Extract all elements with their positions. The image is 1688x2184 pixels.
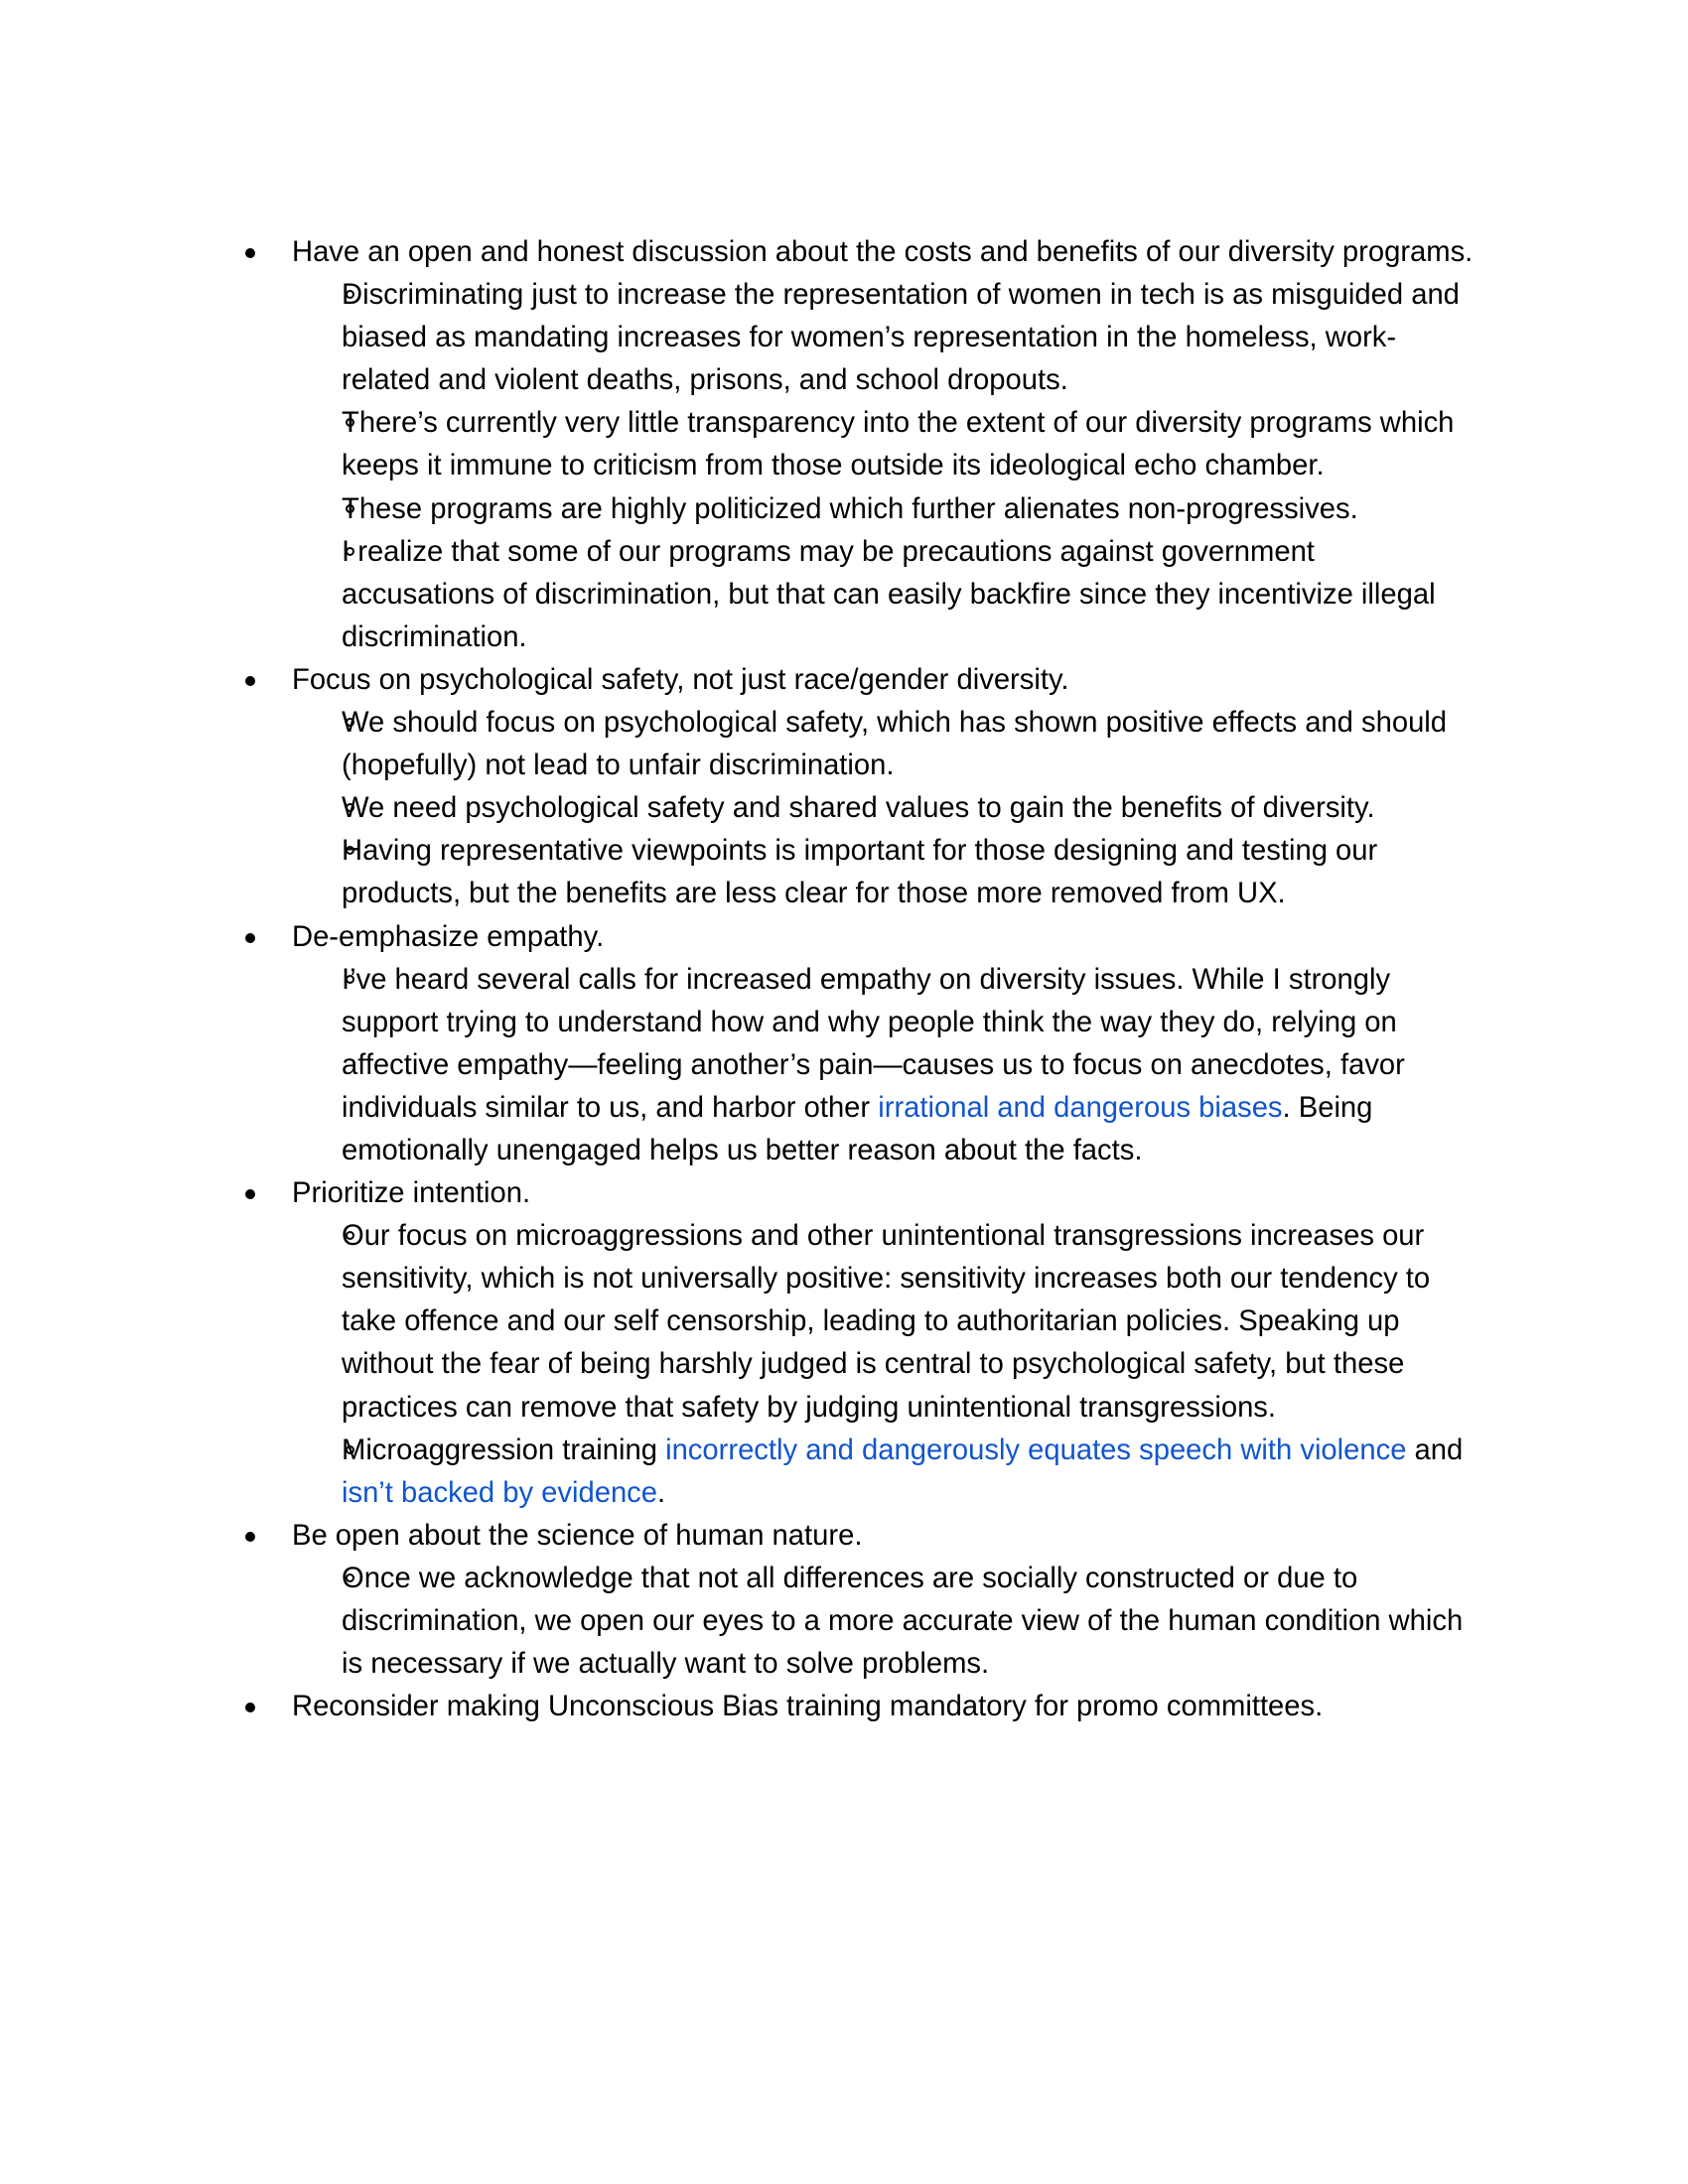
sub-bullet-text: . Being emotionally unengaged helps us better reason about the facts. <box>342 1091 1373 1166</box>
sub-bullet-text: Discriminating just to increase the representation of women in tech is as misguided and biased as mandating increases for women’s representation in the homeless, work-related and violent deaths, prisons, and school dropouts. <box>342 279 1460 397</box>
sub-bullet-list <box>292 959 1475 1172</box>
sub-bullet-text: These programs are highly politicized which further alienates non-progressives. <box>342 492 1358 525</box>
sub-bullet-item <box>243 488 1475 531</box>
bullet-disc-icon <box>245 676 255 686</box>
bullet-circle-icon <box>346 975 354 984</box>
sub-bullet-text: Having representative viewpoints is important for those designing and testing our products, but the benefits are less clear for those more removed from UX. <box>342 835 1378 910</box>
sub-bullet-item <box>243 1215 1475 1429</box>
sub-bullet-item <box>243 402 1475 487</box>
bullet-disc-icon <box>245 1189 255 1199</box>
sub-bullet-item <box>243 531 1475 659</box>
bullet-circle-icon <box>346 504 354 513</box>
sub-bullet-text: We should focus on psychological safety, which has shown positive effects and should (hopefully) not lead to unfair discrimination. <box>342 707 1448 782</box>
bullet-text: Focus on psychological safety, not just race/gender diversity. <box>292 663 1069 696</box>
bullet-list <box>243 231 1475 1728</box>
sub-bullet-text: I’ve heard several calls for increased empathy on diversity issues. While I strongly support trying to understand how and why people think the way they do, relying on affective empathy—feeling another’s pain—causes us to focus on anecdotes, favor individuals similar to us, and harbor other <box>342 963 1405 1124</box>
bullet-item <box>243 1686 1475 1728</box>
sub-bullet-text: We need psychological safety and shared values to gain the benefits of diversity. <box>342 792 1375 825</box>
sub-bullet-item <box>243 959 1475 1172</box>
sub-bullet-text: There’s currently very little transparency into the extent of our diversity programs which keeps it immune to criticism from those outside its ideological echo chamber. <box>342 407 1455 482</box>
sub-bullet-item <box>243 1430 1475 1515</box>
sub-bullet-list <box>292 702 1475 915</box>
sub-bullet-text: . <box>657 1476 666 1509</box>
sub-bullet-item <box>243 787 1475 830</box>
sub-bullet-list <box>292 1558 1475 1686</box>
bullet-item <box>243 916 1475 1173</box>
bullet-text: Be open about the science of human nature. <box>292 1519 863 1552</box>
bullet-circle-icon <box>346 718 354 727</box>
bullet-item <box>243 231 1475 659</box>
bullet-text: De-emphasize empathy. <box>292 920 605 953</box>
sub-bullet-text: Once we acknowledge that not all differences are socially constructed or due to discrimination, we open our eyes to a more accurate view of the human condition which is necessary if we actually want to solve problems. <box>342 1562 1464 1681</box>
sub-bullet-text: and <box>1406 1433 1464 1466</box>
bullet-disc-icon <box>245 248 255 258</box>
sub-bullet-item <box>243 830 1475 915</box>
bullet-item <box>243 1515 1475 1686</box>
bullet-circle-icon <box>346 1573 354 1582</box>
sub-bullet-list <box>292 1215 1475 1515</box>
sub-bullet-item <box>243 274 1475 402</box>
bullet-disc-icon <box>245 933 255 943</box>
bullet-text: Prioritize intention. <box>292 1177 531 1210</box>
inline-link[interactable]: incorrectly and dangerously equates speech with violence <box>665 1433 1407 1466</box>
bullet-circle-icon <box>346 547 354 556</box>
bullet-disc-icon <box>245 1703 255 1712</box>
sub-bullet-text: I realize that some of our programs may be precautions against government accusations of discrimination, but that can easily backfire since they incentivize illegal discrimination. <box>342 535 1436 653</box>
sub-bullet-text: Microaggression training <box>342 1433 666 1466</box>
inline-link[interactable]: isn’t backed by evidence <box>342 1476 658 1509</box>
inline-link[interactable]: irrational and dangerous biases <box>878 1091 1283 1124</box>
bullet-text: Have an open and honest discussion about the costs and benefits of our diversity programs. <box>292 236 1474 268</box>
bullet-disc-icon <box>245 1532 255 1542</box>
sub-bullet-item <box>243 702 1475 787</box>
sub-bullet-text: Our focus on microaggressions and other unintentional transgressions increases our sensitivity, which is not universally positive: sensitivity increases both our tendency to take offence and our self censorship, leading to authoritarian policies. Speaking up without the fear of being harshly judged is central to psychological safety, but these practices can remove that safety by judging unintentional transgressions. <box>342 1220 1431 1424</box>
bullet-text: Reconsider making Unconscious Bias training mandatory for promo committees. <box>292 1691 1324 1723</box>
sub-bullet-item <box>243 1558 1475 1686</box>
bullet-item <box>243 659 1475 916</box>
bullet-circle-icon <box>346 1445 354 1454</box>
bullet-item <box>243 1172 1475 1515</box>
document-body <box>243 231 1475 1728</box>
sub-bullet-list <box>292 274 1475 659</box>
